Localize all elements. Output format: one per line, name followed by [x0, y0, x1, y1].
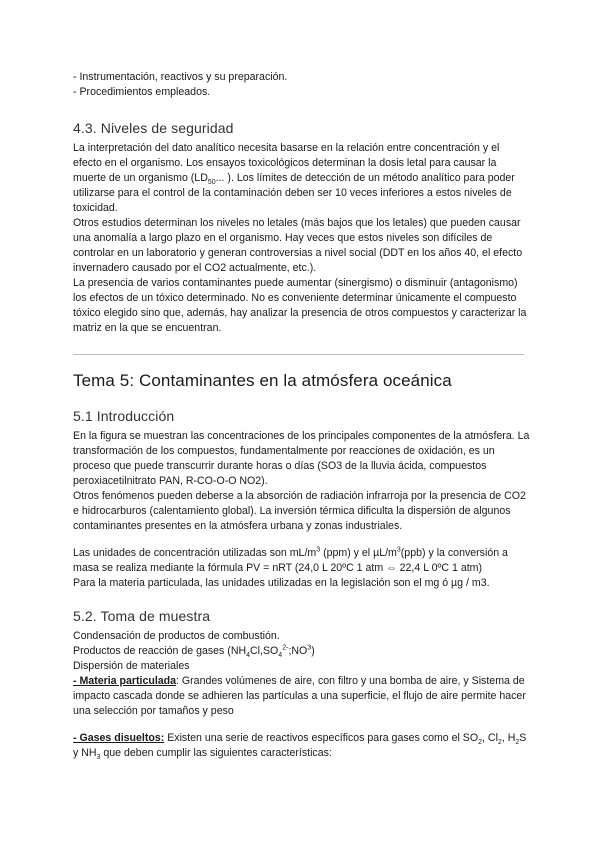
subscript: 4	[278, 652, 283, 660]
line-text: Cl,SO	[250, 645, 279, 657]
paragraph-particulate-matter	[73, 674, 531, 719]
paragraph-text: (ppm) y el µL/m	[320, 547, 397, 559]
superscript: 3	[316, 546, 321, 554]
subscript: 4	[246, 652, 251, 660]
line-text: )	[311, 645, 315, 657]
superscript: 2-	[282, 644, 289, 652]
paragraph-non-lethal: Otros estudios determinan los niveles no letales (más bajos que los letales) que pueden causar una anomalía a largo plazo en el organismo. Hay veces que estos niveles son difíciles de controlar en un laboratorio y generan controversias a nivel social (DDT en los años 40, el efecto invernadero causado por el CO2 actualmente, etc.).	[73, 217, 523, 274]
paragraph-dissolved-gases	[73, 731, 531, 761]
paragraph-atmosphere-composition: En la figura se muestran las concentraciones de los principales componentes de la atmósfera. La transformación de los compuestos, fundamentalmente por reacciones de oxidación, es un proceso que puede transcurrir durante horas o días (SO3 de la lluvia ácida, compuestos peroxiacetilnitrato PAN, R-CO-O-O NO2).	[73, 430, 530, 487]
paragraph-text: La interpretación del dato analítico necesita basarse en la relación entre concentración y el efecto en el organismo. Los ensayos toxicológicos determinan la dosis letal para causar la muerte de un organismo (LD	[73, 142, 500, 184]
paragraph-text: Las unidades de concentración utilizadas son mL/m	[73, 547, 317, 559]
paragraph-particulate-units: Para la materia particulada, las unidades utilizadas en la legislación son el mg ó µg / m3.	[73, 577, 490, 589]
list-item-reaction-products	[73, 644, 531, 659]
list-item-dispersion: Dispersión de materiales	[73, 660, 190, 672]
section-heading-4-3: 4.3. Niveles de seguridad	[73, 120, 234, 136]
superscript: 3	[396, 546, 401, 554]
term-gases-disueltos: - Gases disueltos:	[73, 732, 165, 744]
subscript: 3	[96, 754, 101, 762]
line-text: ;NO	[288, 645, 308, 657]
subscript: 2	[515, 739, 520, 747]
line-text: Productos de reacción de gases (NH	[73, 645, 247, 657]
paragraph-synergism: La presencia de varios contaminantes puede aumentar (sinergismo) o disminuir (antagonismo) los efectos de un tóxico determinado. No es conveniente determinar únicamente el compuesto tóxico elegido sino que, además, hay analizar la presencia de otros compuestos y caracterizar la matriz en la que se encuentran.	[73, 277, 527, 334]
section-heading-5-1: 5.1 Introducción	[73, 408, 175, 424]
paragraph-text: : Grandes volúmenes de aire, con filtro y una bomba de aire, y Sistema de impacto cascada donde se adhieren las partículas a una superficie, el flujo de aire permite hacer una selección por tamaños y peso	[73, 675, 526, 717]
paragraph-text: , H	[501, 732, 516, 744]
paragraph-text: Existen una serie de reactivos específicos para gases como el SO	[164, 732, 479, 744]
paragraph-infrared: Otros fenómenos pueden deberse a la absorción de radiación infrarroja por la presencia de CO2 e hidrocarburos (calentamiento global). La inversión térmica dificulta la dispersión de algunos contaminantes presentes en la atmósfera urbana y zonas industriales.	[73, 490, 526, 532]
paragraph-lethal-dose	[73, 141, 531, 216]
paragraph-text: S y NH	[73, 732, 527, 759]
subscript: 2	[478, 739, 483, 747]
superscript: 3	[307, 644, 312, 652]
list-item-condensation: Condensación de productos de combustión.	[73, 630, 280, 642]
list-item-instrumentation: - Instrumentación, reactivos y su preparación.	[73, 71, 288, 83]
paragraph-text: ... ). Los límites de detección de un método analítico para poder utilizarse para el control de la contaminación deben ser 10 veces inferiores a estos niveles de toxicidad.	[73, 172, 515, 214]
subscript: 50	[207, 179, 216, 187]
document-page	[73, 70, 531, 761]
paragraph-text: (ppb) y la conversión a masa se realiza mediante la fórmula PV = nRT (24,0 L 20ºC 1 atm ⇔ 22,4 L 0ºC 1 atm)	[73, 547, 508, 574]
paragraph-text: , Cl	[482, 732, 498, 744]
chapter-title-tema-5: Tema 5: Contaminantes en la atmósfera oceánica	[73, 371, 452, 390]
list-item-procedures: - Procedimientos empleados.	[73, 86, 211, 98]
section-heading-5-2: 5.2. Toma de muestra	[73, 608, 211, 624]
paragraph-text: que deben cumplir las siguientes características:	[100, 747, 332, 759]
term-materia-particulada: - Materia particulada	[73, 675, 177, 687]
horizontal-divider	[73, 354, 524, 355]
subscript: 2	[497, 739, 502, 747]
paragraph-units	[73, 546, 531, 576]
